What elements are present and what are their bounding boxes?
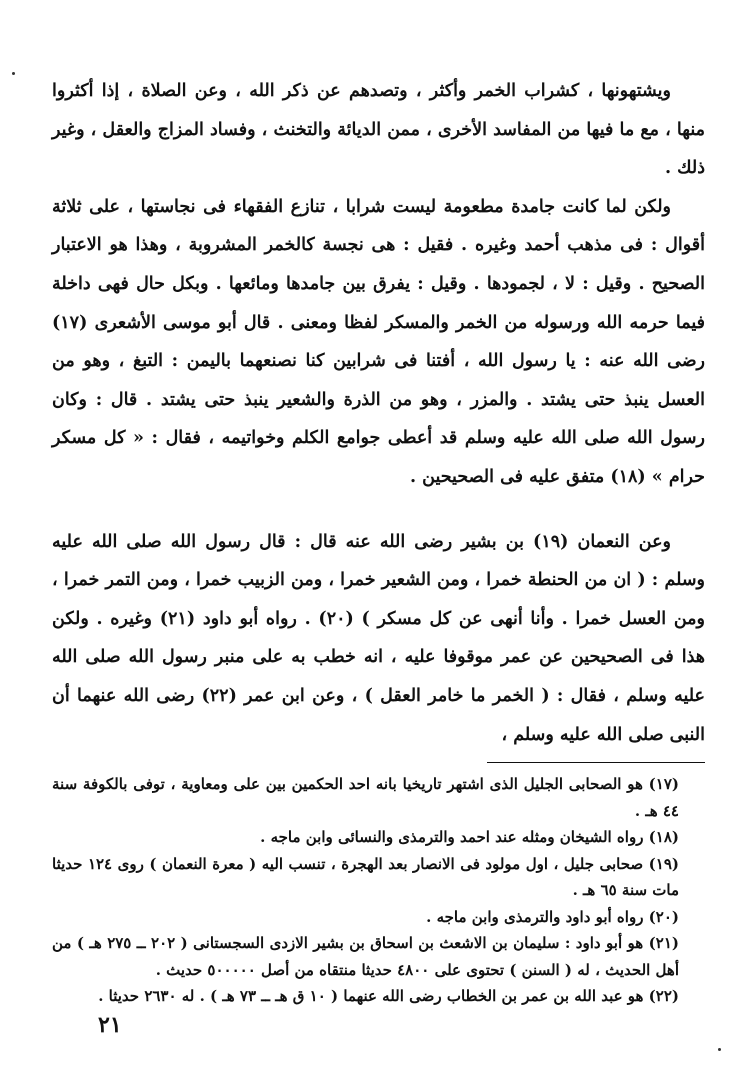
footnote-20: (٢٠) رواه أبو داود والترمذى وابن ماجه . xyxy=(426,907,679,926)
footnote-separator xyxy=(487,762,705,763)
paragraph-2: ولكن لما كانت جامدة مطعومة ليست شرابا ، تنازع الفقهاء فى نجاستها ، على ثلاثة أقوال : فى مذهب أحمد وغيره . فقيل : هى نجسة كالخمر المشروبة ، وهذا هو الاعتبار الصحيح . وقيل : لا ، لجمودها . وقيل : يفرق بين جامدها ومائعها . وبكل حال فهى داخلة فيما حرمه الله ورسوله من الخمر والمسكر لفظا ومعنى . قال أبو موسى الأشعرى (١٧) رضى الله عنه : يا رسول الله ، أفتنا فى شرابين كنا نصنعهما باليمن : التبغ ، وهو من العسل ينبذ حتى يشتد . والمزر ، وهو من الذرة والشعير ينبذ حتى يشتد . قال : وكان رسول الله صلى الله عليه وسلم قد أعطى جوامع الكلم وخواتيمه ، فقال : « كل مسكر حرام » (١٨) متفق عليه فى الصحيحين . xyxy=(52,196,705,487)
footnotes xyxy=(52,771,705,1010)
paragraph-3: وعن النعمان (١٩) بن بشير رضى الله عنه قال : قال رسول الله صلى الله عليه وسلم : ( ان من الحنطة خمرا ، ومن الشعير خمرا ، ومن الزبيب خمرا ، ومن التمر خمرا ، ومن العسل خمرا . وأنا أنهى عن كل مسكر ) (٢٠) . رواه أبو داود (٢١) وغيره . ولكن هذا فى الصحيحين عن عمر موقوفا عليه ، انه خطب به على منبر رسول الله صلى الله عليه وسلم ، فقال : ( الخمر ما خامر العقل ) ، وعن ابن عمر (٢٢) رضى الله عنهما أن النبى صلى الله عليه وسلم ، xyxy=(52,531,705,745)
page xyxy=(52,72,705,1010)
scan-speck xyxy=(718,1048,721,1051)
footnote-19: (١٩) صحابى جليل ، اول مولود فى الانصار بعد الهجرة ، تنسب اليه ( معرة النعمان ) روى ١٢٤ حديثا مات سنة ٦٥ هـ . xyxy=(52,854,680,900)
scan-speck xyxy=(12,72,15,75)
footnote-22: (٢٢) هو عبد الله بن عمر بن الخطاب رضى الله عنهما ( ١٠ ق هـ ــ ٧٣ هـ ) . له ٢٦٣٠ حديثا . xyxy=(98,987,679,1006)
footnote-17: (١٧) هو الصحابى الجليل الذى اشتهر تاريخيا بانه احد الحكمين بين على ومعاوية ، توفى بالكوفة سنة ٤٤ هـ . xyxy=(52,775,679,820)
footnote-21: (٢١) هو أبو داود : سليمان بن الاشعث بن اسحاق بن بشير الازدى السجستانى ( ٢٠٢ ــ ٢٧٥ هـ ) من أهل الحديث ، له ( السنن ) تحتوى على ٤٨٠٠ حديثا منتقاه من أصل ٥٠٠٠٠٠ حديث . xyxy=(52,934,679,979)
footnote-18: (١٨) رواه الشيخان ومثله عند احمد والترمذى والنسائى وابن ماجه . xyxy=(260,828,679,847)
body-text xyxy=(52,72,705,754)
paragraph-1: ويشتهونها ، كشراب الخمر وأكثر ، وتصدهم عن ذكر الله ، وعن الصلاة ، إذا أكثروا منها ، مع ما فيها من المفاسد الأخرى ، ممن الديائة والتخنث ، وفساد المزاج والعقل ، وغير ذلك . xyxy=(52,81,705,179)
page-number: ٢١ xyxy=(98,1012,122,1038)
